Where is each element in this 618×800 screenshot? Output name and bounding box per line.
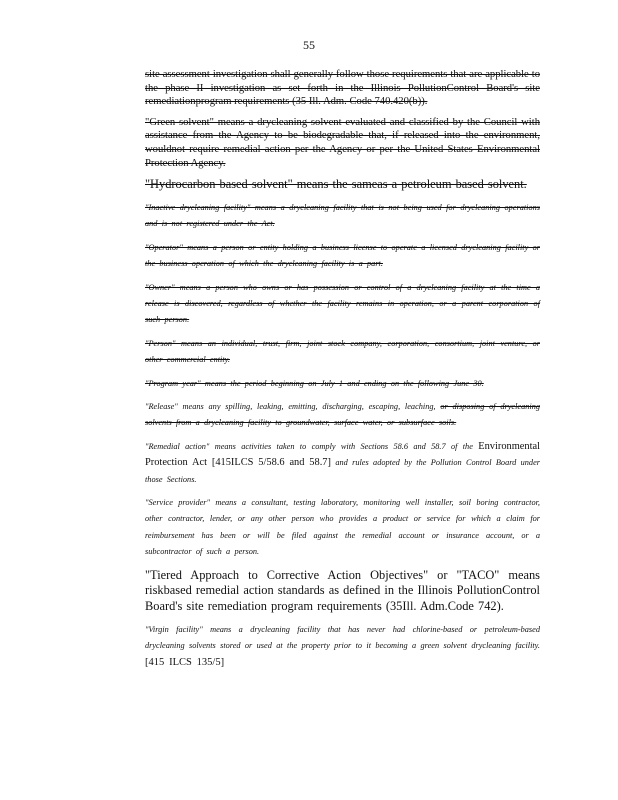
- paragraph-release: [145, 399, 540, 432]
- paragraph-site-assessment: site assessment investigation shall generally follow those requirements that are applicable to the phase II investigation as set forth in the Illinois PollutionControl Board's site remediationprogram requirements (35 Ill. Adm. Code 740.420(b)).: [145, 69, 540, 108]
- document-body: [145, 68, 540, 678]
- paragraph-taco: "Tiered Approach to Corrective Action Objectives" or "TACO" means riskbased remedial action standards as defined in the Illinois PollutionControl Board's site remediation program requirements (35Ill. Adm.Code 742).: [145, 567, 540, 614]
- virgin-facility-definition: "Virgin facility" means a drycleaning facility that has never had chlorine-based or petroleum-based drycleaning solvents stored or used at the property prior to it becoming a green solvent drycleaning facility.: [145, 625, 540, 651]
- paragraph-owner: "Owner" means a person who owns or has possession or control of a drycleaning facility at the time a release is discovered, regardless of whether the facility remains in operation, or a parent corporation of such person.: [145, 282, 540, 325]
- virgin-facility-citation: [415 ILCS 135/5]: [145, 656, 225, 668]
- paragraph-virgin-facility: [145, 622, 540, 671]
- paragraph-inactive-facility: "Inactive drycleaning facility" means a drycleaning facility that is not being used for drycleaning operations and is not registered under the Act.: [145, 202, 540, 229]
- remedial-action-tail: and rules adopted by the Pollution Control Board under those Sections.: [145, 458, 540, 484]
- paragraph-green-solvent: "Green solvent" means a drycleaning solvent evaluated and classified by the Council with assistance from the Agency to be biodegradable that, if released into the environment, wouldnot require remedial action per the Agency or per the United States Environmental Protection Agency.: [145, 116, 540, 169]
- paragraph-hydrocarbon-solvent: "Hydrocarbon based solvent" means the sameas a petroleum based solvent.: [145, 177, 527, 192]
- paragraph-service-provider: "Service provider" means a consultant, testing laboratory, monitoring well installer, soil boring contractor, other contractor, lender, or any other person who provides a product or service for which a claim for reimbursement has been or will be filed against the remedial account or insurance account, or a subcontractor of such a person.: [145, 498, 540, 557]
- paragraph-operator: "Operator" means a person or entity holding a business license to operate a licensed drycleaning facility or the business operation of which the drycleaning facility is a part.: [145, 242, 540, 269]
- remedial-action-lead: "Remedial action" means activities taken to comply with Sections 58.6 and 58.7 of the: [145, 441, 473, 451]
- release-definition-lead: "Release" means any spilling, leaking, emitting, discharging, escaping, leaching,: [145, 402, 436, 412]
- paragraph-person: "Person" means an individual, trust, firm, joint stock company, corporation, consortium, joint venture, or other commercial entity.: [145, 338, 540, 365]
- paragraph-program-year: "Program year" means the period beginning on July 1 and ending on the following June 30.: [145, 378, 484, 388]
- paragraph-remedial-action: [145, 439, 540, 488]
- release-definition-struck: or disposing of drycleaning solvents from a drycleaning facility to groundwater, surface water, or subsurface soils.: [145, 402, 540, 428]
- page-number: 55: [303, 38, 315, 52]
- remedial-action-statute-ref: Environmental Protection Act [415ILCS 5/58.6 and 58.7]: [145, 440, 540, 469]
